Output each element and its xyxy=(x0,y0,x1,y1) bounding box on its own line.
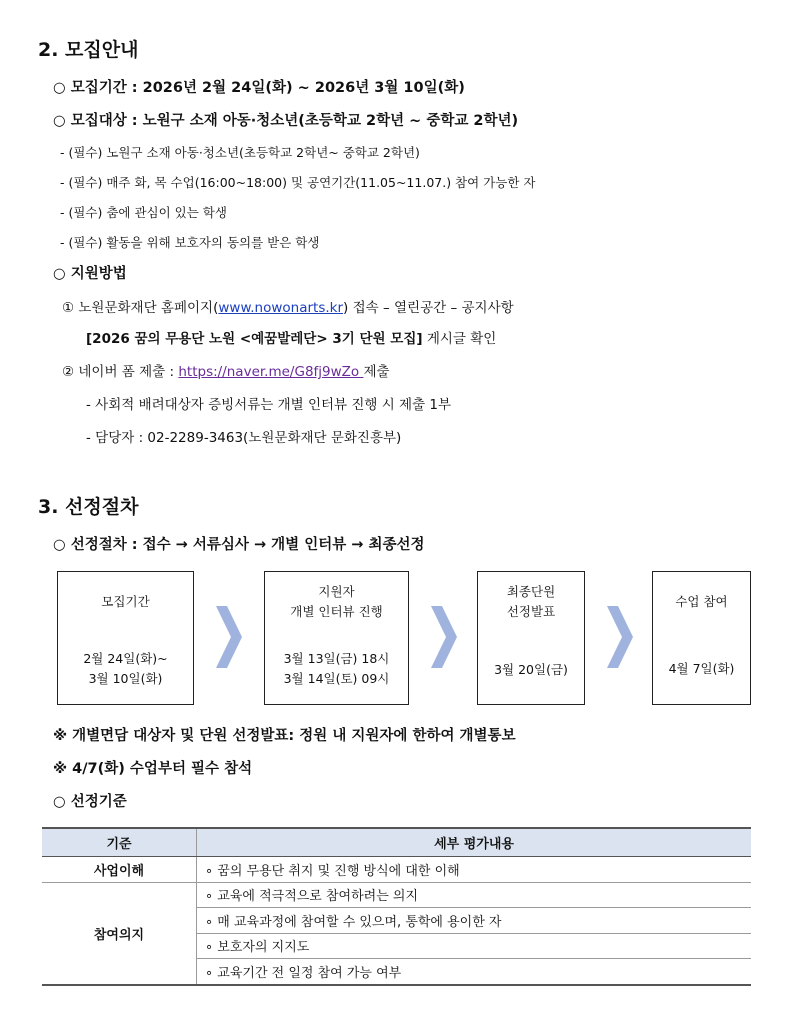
step-date: 4월 7일(화) xyxy=(668,661,735,676)
section-heading-selection: 3. 선정절차 xyxy=(38,496,139,518)
step-title: 수업 참여 xyxy=(675,594,728,609)
table-row xyxy=(42,857,751,883)
chevron-right-icon xyxy=(607,606,633,668)
table-header-row xyxy=(42,828,751,857)
recruitment-target: ○ 모집대상 : 노원구 소재 아동·청소년(초등학교 2학년 ~ 중학교 2학년) xyxy=(53,113,519,129)
table-header-cell: 세부 평가내용 xyxy=(197,828,752,857)
step-date: 2월 24일(화)~ xyxy=(83,651,168,666)
notice-1: ※ 개별면담 대상자 및 단원 선정발표: 정원 내 지원자에 한하여 개별통보 xyxy=(53,728,516,744)
step-title: 지원자 xyxy=(318,584,355,599)
contact-item: - 담당자 : 02-2289-3463(노원문화재단 문화진흥부) xyxy=(86,430,402,446)
requirement-item: - (필수) 춤에 관심이 있는 학생 xyxy=(60,205,227,220)
section-heading-recruitment: 2. 모집안내 xyxy=(38,39,139,61)
post-title-rest: 게시글 확인 xyxy=(422,331,497,347)
step-date: 3월 10일(화) xyxy=(88,671,163,686)
requirement-item: - (필수) 노원구 소재 아동·청소년(초등학교 2학년~ 중학교 2학년) xyxy=(60,145,420,160)
step-date: 3월 20일(금) xyxy=(494,662,568,677)
notice-2: ※ 4/7(화) 수업부터 필수 참석 xyxy=(53,761,253,777)
method-heading: ○ 지원방법 xyxy=(53,266,127,282)
step-date: 3월 13일(금) 18시 xyxy=(283,651,390,666)
requirement-item: - (필수) 활동을 위해 보호자의 동의를 받은 학생 xyxy=(60,235,320,250)
criteria-item: ∘ 보호자의 지지도 xyxy=(197,933,752,959)
method-1-post xyxy=(86,327,496,347)
homepage-link[interactable]: www.nowonarts.kr xyxy=(218,300,344,316)
method-1-suffix: ) 접속 – 열린공간 – 공지사항 xyxy=(343,300,514,316)
step-subtitle: 개별 인터뷰 진행 xyxy=(290,604,383,619)
criteria-item: ∘ 매 교육과정에 참여할 수 있으며, 통학에 용이한 자 xyxy=(197,908,752,934)
method-1 xyxy=(62,296,514,316)
step-box-announcement xyxy=(477,571,585,705)
chevron-right-icon xyxy=(216,606,242,668)
chevron-right-icon xyxy=(431,606,457,668)
criteria-category: 참여의지 xyxy=(42,882,197,985)
method-2-prefix: ② 네이버 폼 제출 : xyxy=(62,364,179,380)
selection-process: ○ 선정절차 : 접수 → 서류심사 → 개별 인터뷰 → 최종선정 xyxy=(53,537,425,553)
criteria-category: 사업이해 xyxy=(42,857,197,883)
criteria-table xyxy=(42,827,751,986)
table-header-cell: 기준 xyxy=(42,828,197,857)
step-box-interview xyxy=(264,571,409,705)
step-box-class xyxy=(652,571,751,705)
step-title: 모집기간 xyxy=(101,594,150,609)
step-date: 3월 14일(토) 09시 xyxy=(283,671,390,686)
step-box-recruitment xyxy=(57,571,194,705)
step-title: 최종단원 xyxy=(506,584,556,599)
criteria-item: ∘ 교육기간 전 일정 참여 가능 여부 xyxy=(197,959,752,985)
requirement-item: - (필수) 매주 화, 목 수업(16:00~18:00) 및 공연기간(11.05~11.07.) 참여 가능한 자 xyxy=(60,175,536,190)
recruitment-period: ○ 모집기간 : 2026년 2월 24일(화) ~ 2026년 3월 10일(화) xyxy=(53,80,465,96)
method-1-prefix: ① 노원문화재단 홈페이지( xyxy=(62,300,219,316)
method-2 xyxy=(62,360,390,380)
table-row xyxy=(42,882,751,908)
criteria-heading: ○ 선정기준 xyxy=(53,794,127,810)
post-title: [2026 꿈의 무용단 노원 <예꿈발레단> 3기 단원 모집] xyxy=(86,331,423,347)
step-subtitle: 선정발표 xyxy=(506,604,556,619)
criteria-item: ∘ 꿈의 무용단 취지 및 진행 방식에 대한 이해 xyxy=(197,857,752,883)
criteria-item: ∘ 교육에 적극적으로 참여하려는 의지 xyxy=(197,882,752,908)
method-2-suffix: 제출 xyxy=(363,364,390,380)
note-item: - 사회적 배려대상자 증빙서류는 개별 인터뷰 진행 시 제출 1부 xyxy=(86,397,452,413)
naver-form-link[interactable]: https://naver.me/G8fj9wZo xyxy=(178,364,364,380)
